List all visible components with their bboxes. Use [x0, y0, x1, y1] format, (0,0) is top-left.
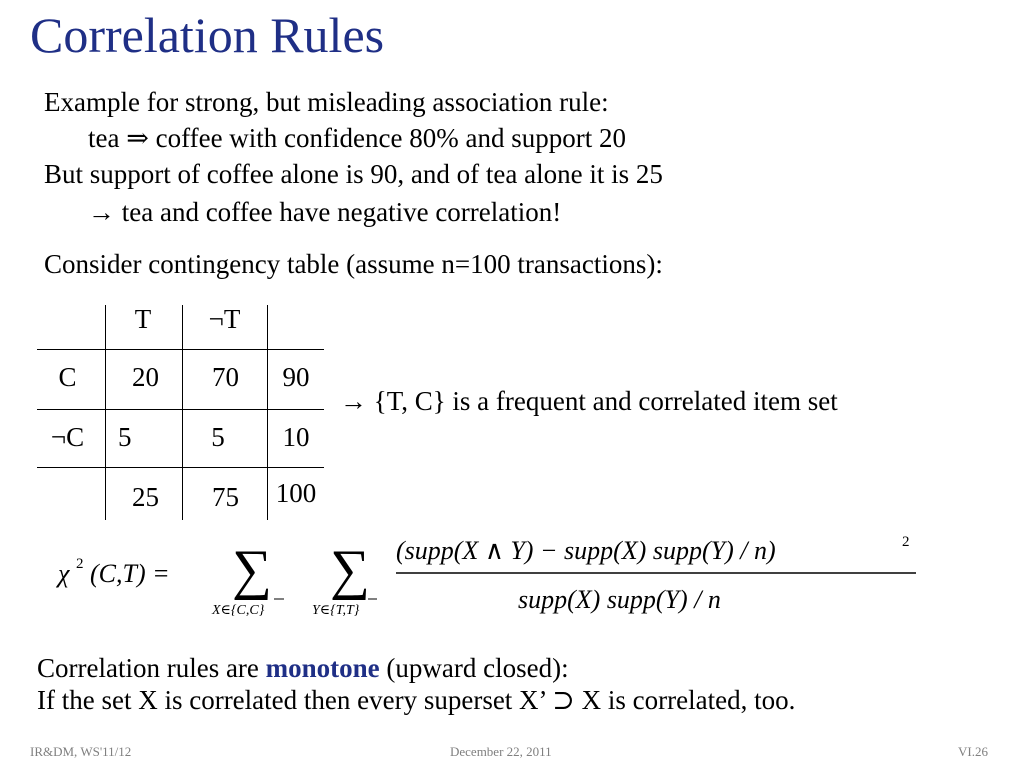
frequent-itemset-note: → {T, C} is a frequent and correlated item set	[340, 386, 838, 416]
table-cell: 90	[282, 362, 310, 392]
table-cell: 75	[212, 482, 239, 512]
table-row-label: C	[58, 362, 77, 392]
intro-line-2	[88, 122, 626, 154]
table-row-label: ¬C	[50, 422, 85, 452]
numerator-exponent: 2	[902, 534, 910, 550]
sum-1-symbol: ∑	[232, 539, 272, 601]
table-header-T: T	[134, 304, 152, 334]
chi-symbol: χ	[58, 559, 70, 588]
table-cell: 100	[275, 478, 317, 508]
slide-title: Correlation Rules	[30, 7, 385, 63]
table-cell: 20	[132, 362, 159, 392]
table-hline-3	[37, 467, 324, 468]
table-cell: 10	[282, 422, 310, 452]
closing-line-2: If the set X is correlated then every superset X’ ⊃ X is correlated, too.	[37, 685, 796, 715]
table-vline-3	[267, 305, 268, 520]
table-cell: 5	[211, 422, 225, 452]
formula-denominator: supp(X) supp(Y) / n	[518, 585, 721, 614]
chi-exponent: 2	[76, 556, 84, 572]
rule-antecedent: tea	[88, 123, 120, 153]
footer-course: IR&DM, WS'11/12	[30, 744, 132, 759]
table-hline-2	[37, 409, 324, 410]
negative-correlation-note: tea and coffee have negative correlation!	[121, 197, 562, 227]
closing-line-1	[37, 652, 569, 684]
right-arrow-icon: →	[88, 197, 115, 227]
sum-2-symbol: ∑	[330, 539, 370, 601]
sum-2-subscript: Y∈{T,T}	[312, 603, 360, 618]
table-header-not-T: ¬T	[208, 304, 241, 334]
table-cell: 70	[212, 362, 239, 392]
table-cell: 5	[118, 422, 132, 452]
chi-arguments: (C,T) =	[90, 559, 170, 588]
footer-page-number: VI.26	[958, 744, 988, 759]
formula-numerator: (supp(X ∧ Y) − supp(X) supp(Y) / n)	[396, 536, 776, 565]
closing-post: (upward closed):	[386, 653, 569, 683]
contingency-intro: Consider contingency table (assume n=100 transactions):	[44, 249, 663, 279]
monotone-emphasis: monotone	[265, 653, 380, 683]
footer-date: December 22, 2011	[450, 744, 552, 759]
rule-consequent: coffee with confidence 80% and support 20	[155, 123, 626, 153]
chi-square-formula	[50, 530, 930, 630]
closing-pre: Correlation rules are	[37, 653, 259, 683]
table-hline-1	[37, 349, 324, 350]
intro-line-3: But support of coffee alone is 90, and of tea alone it is 25	[44, 159, 663, 189]
intro-line-1: Example for strong, but misleading association rule:	[44, 87, 609, 117]
intro-line-4	[88, 196, 561, 228]
table-vline-1	[105, 305, 106, 520]
sum-1-subscript: X∈{C,C}	[212, 603, 265, 618]
table-vline-2	[182, 305, 183, 520]
implies-arrow-icon: ⇒	[126, 123, 149, 153]
table-cell: 25	[132, 482, 159, 512]
